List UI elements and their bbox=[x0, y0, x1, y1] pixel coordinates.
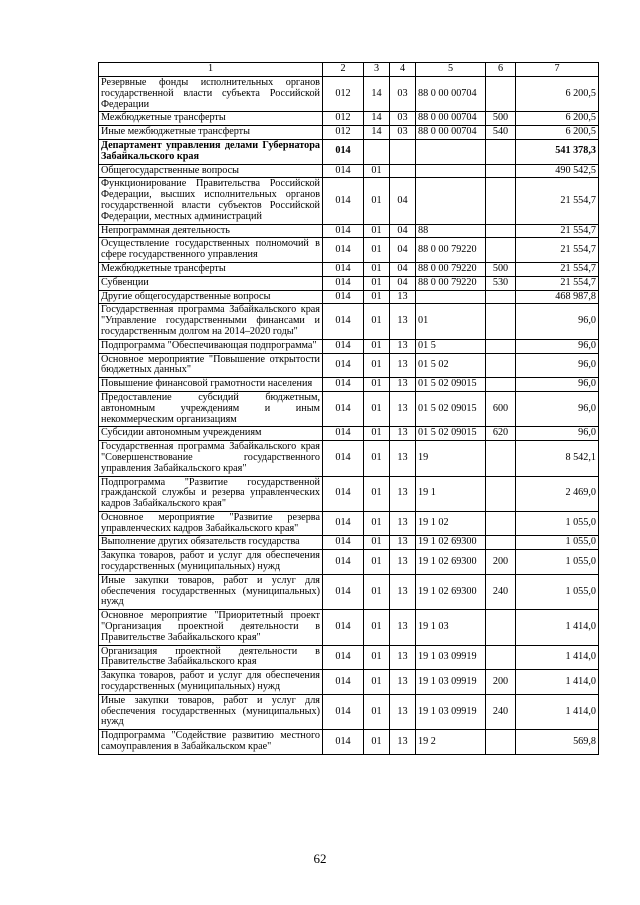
cell-expense-type: 240 bbox=[486, 694, 516, 729]
cell-name: Осуществление государственных полномочий в сфере государственного управления bbox=[99, 238, 323, 263]
cell-name: Закупка товаров, работ и услуг для обеспечения государственных (муниципальных) нужд bbox=[99, 550, 323, 575]
cell-amount: 96,0 bbox=[516, 353, 599, 378]
cell-name: Субсидии автономным учреждениям bbox=[99, 427, 323, 441]
cell-ministry-code: 012 bbox=[323, 126, 364, 140]
cell-name: Функционирование Правительства Российской Федерации, высших исполнительных органов государственной власти субъектов Российской Федерации, местных администраций bbox=[99, 178, 323, 224]
cell-subsection: 04 bbox=[390, 238, 416, 263]
cell-amount: 21 554,7 bbox=[516, 224, 599, 238]
cell-name: Государственная программа Забайкальского края "Управление государственными финансами и государственным долгом на 2014–2020 годы" bbox=[99, 304, 323, 339]
cell-name: Общегосударственные вопросы bbox=[99, 164, 323, 178]
cell-target-article: 19 1 03 bbox=[416, 610, 486, 645]
cell-section: 01 bbox=[364, 536, 390, 550]
cell-ministry-code: 014 bbox=[323, 224, 364, 238]
cell-target-article bbox=[416, 164, 486, 178]
cell-amount: 541 378,3 bbox=[516, 139, 599, 164]
cell-amount: 1 055,0 bbox=[516, 574, 599, 609]
cell-target-article: 01 5 02 09015 bbox=[416, 391, 486, 426]
cell-ministry-code: 014 bbox=[323, 670, 364, 695]
cell-subsection: 13 bbox=[390, 550, 416, 575]
cell-name: Основное мероприятие "Повышение открытости бюджетных данных" bbox=[99, 353, 323, 378]
cell-name: Непрограммная деятельность bbox=[99, 224, 323, 238]
cell-expense-type bbox=[486, 536, 516, 550]
cell-expense-type bbox=[486, 164, 516, 178]
cell-expense-type bbox=[486, 290, 516, 304]
cell-name: Департамент управления делами Губернатора Забайкальского края bbox=[99, 139, 323, 164]
cell-amount: 21 554,7 bbox=[516, 178, 599, 224]
cell-subsection: 13 bbox=[390, 730, 416, 755]
cell-amount: 468 987,8 bbox=[516, 290, 599, 304]
table-row bbox=[99, 610, 599, 645]
cell-expense-type bbox=[486, 610, 516, 645]
cell-subsection: 13 bbox=[390, 353, 416, 378]
cell-expense-type: 540 bbox=[486, 126, 516, 140]
cell-name: Предоставление субсидий бюджетным, автономным учреждениям и иным некоммерческим организациям bbox=[99, 391, 323, 426]
cell-expense-type: 200 bbox=[486, 550, 516, 575]
cell-expense-type bbox=[486, 730, 516, 755]
cell-expense-type: 500 bbox=[486, 262, 516, 276]
cell-amount: 21 554,7 bbox=[516, 276, 599, 290]
cell-section: 01 bbox=[364, 238, 390, 263]
cell-section: 14 bbox=[364, 112, 390, 126]
cell-expense-type bbox=[486, 645, 516, 670]
cell-ministry-code: 014 bbox=[323, 339, 364, 353]
cell-name: Субвенции bbox=[99, 276, 323, 290]
table-row bbox=[99, 126, 599, 140]
budget-table bbox=[98, 62, 599, 755]
cell-target-article: 88 0 00 00704 bbox=[416, 77, 486, 112]
cell-target-article: 88 0 00 79220 bbox=[416, 262, 486, 276]
cell-amount: 6 200,5 bbox=[516, 112, 599, 126]
cell-expense-type bbox=[486, 353, 516, 378]
cell-expense-type bbox=[486, 304, 516, 339]
cell-subsection: 04 bbox=[390, 262, 416, 276]
cell-ministry-code: 014 bbox=[323, 178, 364, 224]
cell-name: Иные закупки товаров, работ и услуг для обеспечения государственных (муниципальных) нужд bbox=[99, 574, 323, 609]
table-row bbox=[99, 476, 599, 511]
cell-name: Государственная программа Забайкальского края "Совершенствование государственного управления Забайкальского края" bbox=[99, 441, 323, 476]
table-row bbox=[99, 77, 599, 112]
cell-amount: 21 554,7 bbox=[516, 238, 599, 263]
cell-target-article: 19 1 02 69300 bbox=[416, 536, 486, 550]
cell-name: Резервные фонды исполнительных органов государственной власти субъекта Российской Федерации bbox=[99, 77, 323, 112]
cell-target-article: 19 2 bbox=[416, 730, 486, 755]
cell-section: 01 bbox=[364, 164, 390, 178]
cell-target-article: 19 bbox=[416, 441, 486, 476]
cell-target-article bbox=[416, 290, 486, 304]
cell-ministry-code: 014 bbox=[323, 476, 364, 511]
header-col-3: 3 bbox=[364, 63, 390, 77]
cell-subsection: 13 bbox=[390, 304, 416, 339]
cell-section: 01 bbox=[364, 670, 390, 695]
cell-expense-type: 620 bbox=[486, 427, 516, 441]
cell-subsection: 03 bbox=[390, 77, 416, 112]
cell-name: Основное мероприятие "Развитие резерва управленческих кадров Забайкальского края" bbox=[99, 511, 323, 536]
cell-target-article: 19 1 02 69300 bbox=[416, 550, 486, 575]
cell-ministry-code: 014 bbox=[323, 694, 364, 729]
cell-expense-type: 600 bbox=[486, 391, 516, 426]
cell-expense-type bbox=[486, 511, 516, 536]
cell-target-article: 01 5 02 bbox=[416, 353, 486, 378]
cell-name: Другие общегосударственные вопросы bbox=[99, 290, 323, 304]
cell-section: 01 bbox=[364, 353, 390, 378]
table-row bbox=[99, 290, 599, 304]
table-row bbox=[99, 574, 599, 609]
cell-expense-type bbox=[486, 339, 516, 353]
cell-expense-type bbox=[486, 238, 516, 263]
cell-amount: 96,0 bbox=[516, 378, 599, 392]
cell-amount: 1 055,0 bbox=[516, 511, 599, 536]
cell-ministry-code: 014 bbox=[323, 427, 364, 441]
cell-target-article: 01 5 bbox=[416, 339, 486, 353]
cell-name: Основное мероприятие "Приоритетный проект "Организация проектной деятельности в Правительстве Забайкальского края" bbox=[99, 610, 323, 645]
cell-section: 01 bbox=[364, 391, 390, 426]
cell-target-article: 19 1 03 09919 bbox=[416, 645, 486, 670]
table-row bbox=[99, 164, 599, 178]
cell-ministry-code: 014 bbox=[323, 304, 364, 339]
cell-subsection: 13 bbox=[390, 378, 416, 392]
cell-subsection: 13 bbox=[390, 536, 416, 550]
cell-amount: 1 055,0 bbox=[516, 536, 599, 550]
cell-section: 01 bbox=[364, 574, 390, 609]
cell-amount: 2 469,0 bbox=[516, 476, 599, 511]
cell-subsection: 13 bbox=[390, 441, 416, 476]
header-col-7: 7 bbox=[516, 63, 599, 77]
cell-ministry-code: 014 bbox=[323, 391, 364, 426]
cell-section: 01 bbox=[364, 427, 390, 441]
table-row bbox=[99, 427, 599, 441]
cell-subsection: 13 bbox=[390, 511, 416, 536]
cell-expense-type: 200 bbox=[486, 670, 516, 695]
cell-subsection: 13 bbox=[390, 670, 416, 695]
cell-section: 01 bbox=[364, 178, 390, 224]
cell-ministry-code: 014 bbox=[323, 536, 364, 550]
cell-ministry-code: 014 bbox=[323, 645, 364, 670]
header-col-4: 4 bbox=[390, 63, 416, 77]
cell-ministry-code: 014 bbox=[323, 290, 364, 304]
cell-name: Иные межбюджетные трансферты bbox=[99, 126, 323, 140]
cell-target-article: 19 1 02 bbox=[416, 511, 486, 536]
table-row bbox=[99, 730, 599, 755]
cell-amount: 96,0 bbox=[516, 391, 599, 426]
table-row bbox=[99, 670, 599, 695]
cell-section: 01 bbox=[364, 511, 390, 536]
cell-expense-type bbox=[486, 378, 516, 392]
cell-subsection: 04 bbox=[390, 178, 416, 224]
cell-subsection: 13 bbox=[390, 610, 416, 645]
cell-ministry-code: 014 bbox=[323, 730, 364, 755]
table-row bbox=[99, 536, 599, 550]
table-row bbox=[99, 339, 599, 353]
cell-amount: 96,0 bbox=[516, 304, 599, 339]
cell-subsection: 04 bbox=[390, 224, 416, 238]
table-row bbox=[99, 694, 599, 729]
cell-target-article: 19 1 02 69300 bbox=[416, 574, 486, 609]
cell-subsection: 13 bbox=[390, 290, 416, 304]
table-row bbox=[99, 276, 599, 290]
cell-amount: 6 200,5 bbox=[516, 126, 599, 140]
cell-ministry-code: 014 bbox=[323, 550, 364, 575]
cell-section: 01 bbox=[364, 441, 390, 476]
cell-amount: 1 414,0 bbox=[516, 610, 599, 645]
cell-ministry-code: 014 bbox=[323, 353, 364, 378]
header-row bbox=[99, 63, 599, 77]
cell-target-article: 88 0 00 79220 bbox=[416, 238, 486, 263]
cell-ministry-code: 014 bbox=[323, 238, 364, 263]
cell-subsection: 13 bbox=[390, 339, 416, 353]
cell-section: 14 bbox=[364, 77, 390, 112]
cell-subsection: 13 bbox=[390, 391, 416, 426]
cell-section: 01 bbox=[364, 290, 390, 304]
cell-section: 01 bbox=[364, 378, 390, 392]
table-row bbox=[99, 139, 599, 164]
cell-section: 01 bbox=[364, 550, 390, 575]
cell-subsection bbox=[390, 164, 416, 178]
cell-ministry-code: 012 bbox=[323, 77, 364, 112]
cell-ministry-code: 014 bbox=[323, 164, 364, 178]
cell-amount: 1 414,0 bbox=[516, 694, 599, 729]
cell-subsection: 13 bbox=[390, 574, 416, 609]
table-row bbox=[99, 304, 599, 339]
cell-expense-type: 500 bbox=[486, 112, 516, 126]
cell-target-article: 88 0 00 00704 bbox=[416, 112, 486, 126]
cell-target-article: 88 0 00 79220 bbox=[416, 276, 486, 290]
cell-section: 01 bbox=[364, 262, 390, 276]
cell-amount: 96,0 bbox=[516, 339, 599, 353]
cell-subsection: 13 bbox=[390, 476, 416, 511]
cell-subsection: 13 bbox=[390, 694, 416, 729]
cell-ministry-code: 014 bbox=[323, 610, 364, 645]
cell-name: Повышение финансовой грамотности населения bbox=[99, 378, 323, 392]
cell-subsection: 13 bbox=[390, 645, 416, 670]
cell-target-article: 19 1 03 09919 bbox=[416, 694, 486, 729]
cell-expense-type bbox=[486, 178, 516, 224]
cell-expense-type bbox=[486, 476, 516, 511]
cell-target-article: 19 1 bbox=[416, 476, 486, 511]
table-row bbox=[99, 645, 599, 670]
cell-expense-type: 240 bbox=[486, 574, 516, 609]
cell-amount: 490 542,5 bbox=[516, 164, 599, 178]
cell-subsection: 13 bbox=[390, 427, 416, 441]
cell-name: Подпрограмма "Обеспечивающая подпрограмма" bbox=[99, 339, 323, 353]
cell-amount: 6 200,5 bbox=[516, 77, 599, 112]
cell-section: 01 bbox=[364, 645, 390, 670]
cell-name: Выполнение других обязательств государства bbox=[99, 536, 323, 550]
cell-target-article: 01 bbox=[416, 304, 486, 339]
cell-name: Подпрограмма "Содействие развитию местного самоуправления в Забайкальском крае" bbox=[99, 730, 323, 755]
table-row bbox=[99, 224, 599, 238]
cell-section: 01 bbox=[364, 730, 390, 755]
cell-subsection: 04 bbox=[390, 276, 416, 290]
cell-target-article: 01 5 02 09015 bbox=[416, 378, 486, 392]
cell-section: 01 bbox=[364, 339, 390, 353]
cell-ministry-code: 014 bbox=[323, 441, 364, 476]
cell-expense-type bbox=[486, 77, 516, 112]
cell-section: 14 bbox=[364, 126, 390, 140]
cell-amount: 1 414,0 bbox=[516, 645, 599, 670]
cell-target-article: 88 0 00 00704 bbox=[416, 126, 486, 140]
table-row bbox=[99, 441, 599, 476]
cell-ministry-code: 014 bbox=[323, 262, 364, 276]
table-row bbox=[99, 550, 599, 575]
cell-subsection: 03 bbox=[390, 126, 416, 140]
cell-name: Иные закупки товаров, работ и услуг для обеспечения государственных (муниципальных) нужд bbox=[99, 694, 323, 729]
cell-ministry-code: 014 bbox=[323, 276, 364, 290]
cell-target-article: 88 bbox=[416, 224, 486, 238]
cell-expense-type bbox=[486, 224, 516, 238]
cell-section bbox=[364, 139, 390, 164]
header-col-2: 2 bbox=[323, 63, 364, 77]
table-body bbox=[99, 77, 599, 755]
header-col-6: 6 bbox=[486, 63, 516, 77]
cell-amount: 569,8 bbox=[516, 730, 599, 755]
cell-target-article: 01 5 02 09015 bbox=[416, 427, 486, 441]
cell-target-article bbox=[416, 139, 486, 164]
cell-name: Межбюджетные трансферты bbox=[99, 112, 323, 126]
cell-ministry-code: 014 bbox=[323, 574, 364, 609]
table-row bbox=[99, 511, 599, 536]
table-row bbox=[99, 378, 599, 392]
table-row bbox=[99, 353, 599, 378]
cell-ministry-code: 014 bbox=[323, 139, 364, 164]
cell-subsection: 03 bbox=[390, 112, 416, 126]
cell-amount: 8 542,1 bbox=[516, 441, 599, 476]
cell-subsection bbox=[390, 139, 416, 164]
table-row bbox=[99, 112, 599, 126]
cell-ministry-code: 014 bbox=[323, 511, 364, 536]
table-row bbox=[99, 262, 599, 276]
cell-name: Межбюджетные трансферты bbox=[99, 262, 323, 276]
table-row bbox=[99, 178, 599, 224]
cell-amount: 1 414,0 bbox=[516, 670, 599, 695]
cell-amount: 1 055,0 bbox=[516, 550, 599, 575]
cell-name: Организация проектной деятельности в Правительстве Забайкальского края bbox=[99, 645, 323, 670]
cell-section: 01 bbox=[364, 694, 390, 729]
cell-amount: 21 554,7 bbox=[516, 262, 599, 276]
header-col-1: 1 bbox=[99, 63, 323, 77]
cell-expense-type: 530 bbox=[486, 276, 516, 290]
cell-expense-type bbox=[486, 441, 516, 476]
cell-target-article: 19 1 03 09919 bbox=[416, 670, 486, 695]
cell-name: Подпрограмма "Развитие государственной гражданской службы и резерва управленческих кадров Забайкальского края" bbox=[99, 476, 323, 511]
cell-section: 01 bbox=[364, 610, 390, 645]
cell-section: 01 bbox=[364, 304, 390, 339]
page-number: 62 bbox=[313, 851, 327, 866]
cell-amount: 96,0 bbox=[516, 427, 599, 441]
cell-section: 01 bbox=[364, 224, 390, 238]
cell-section: 01 bbox=[364, 276, 390, 290]
cell-section: 01 bbox=[364, 476, 390, 511]
header-col-5: 5 bbox=[416, 63, 486, 77]
table-row bbox=[99, 238, 599, 263]
cell-expense-type bbox=[486, 139, 516, 164]
cell-target-article bbox=[416, 178, 486, 224]
cell-ministry-code: 012 bbox=[323, 112, 364, 126]
cell-name: Закупка товаров, работ и услуг для обеспечения государственных (муниципальных) нужд bbox=[99, 670, 323, 695]
table-row bbox=[99, 391, 599, 426]
cell-ministry-code: 014 bbox=[323, 378, 364, 392]
